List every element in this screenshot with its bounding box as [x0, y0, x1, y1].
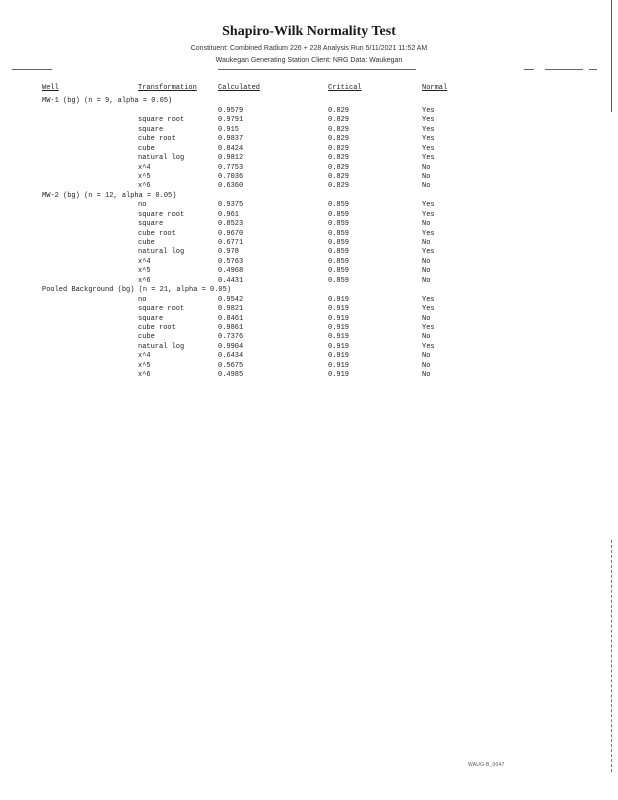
cell-calculated: 0.915	[218, 125, 240, 134]
cell-calculated: 0.7753	[218, 163, 244, 172]
cell-critical: 0.829	[328, 172, 350, 181]
table-row	[42, 315, 462, 324]
cell-transformation: x^4	[138, 352, 151, 361]
cell-critical: 0.919	[328, 305, 350, 314]
table-row	[42, 154, 462, 163]
cell-critical: 0.829	[328, 163, 350, 172]
well-group-text: MW-2 (bg) (n = 12, alpha = 0.05)	[42, 191, 177, 200]
cell-calculated: 0.9904	[218, 342, 244, 351]
cell-calculated: 0.9821	[218, 305, 244, 314]
cell-transformation: x^4	[138, 257, 151, 266]
cell-calculated: 0.4985	[218, 371, 244, 380]
table-row	[42, 107, 462, 116]
cell-normal: No	[422, 267, 431, 276]
cell-transformation: no	[138, 295, 147, 304]
cell-calculated: 0.7036	[218, 172, 244, 181]
cell-transformation: cube	[138, 333, 155, 342]
cell-calculated: 0.6360	[218, 182, 244, 191]
header-rule-left	[12, 69, 52, 70]
cell-critical: 0.919	[328, 342, 350, 351]
table-row	[42, 267, 462, 276]
table-row	[42, 182, 462, 191]
cell-calculated: 0.9579	[218, 106, 244, 115]
cell-normal: Yes	[422, 154, 435, 163]
cell-normal: No	[422, 172, 431, 181]
cell-normal: No	[422, 314, 431, 323]
cell-normal: Yes	[422, 305, 435, 314]
cell-calculated: 0.7376	[218, 333, 244, 342]
cell-transformation: cube root	[138, 135, 176, 144]
cell-critical: 0.859	[328, 239, 350, 247]
table-row	[42, 343, 462, 352]
cell-calculated: 0.8424	[218, 144, 244, 153]
table-row	[42, 220, 462, 229]
well-group-label	[42, 97, 462, 106]
cell-normal: Yes	[422, 210, 435, 219]
cell-normal: No	[422, 361, 431, 370]
cell-normal: Yes	[422, 116, 435, 125]
cell-critical: 0.859	[328, 257, 350, 266]
header-normal: Normal	[422, 84, 448, 92]
cell-normal: Yes	[422, 106, 435, 115]
cell-transformation: cube root	[138, 323, 176, 332]
cell-normal: Yes	[422, 135, 435, 144]
cell-critical: 0.919	[328, 333, 350, 342]
header-critical: Critical	[328, 84, 362, 92]
cell-transformation: x^6	[138, 371, 151, 380]
cell-normal: No	[422, 220, 431, 229]
cell-normal: Yes	[422, 342, 435, 351]
cell-normal: Yes	[422, 125, 435, 134]
table-row	[42, 305, 462, 314]
header-rule-right-3	[589, 69, 597, 70]
cell-calculated: 0.9861	[218, 323, 244, 332]
table-row	[42, 248, 462, 257]
cell-normal: No	[422, 371, 431, 380]
cell-transformation: square root	[138, 116, 185, 125]
cell-critical: 0.829	[328, 116, 350, 125]
well-group-label	[42, 192, 462, 201]
table-row	[42, 173, 462, 182]
cell-normal: No	[422, 333, 431, 342]
cell-calculated: 0.5763	[218, 257, 244, 266]
cell-critical: 0.859	[328, 267, 350, 276]
report-subtitle-site: Waukegan Generating Station Client: NRG Data: Waukegan	[215, 57, 403, 64]
cell-normal: Yes	[422, 323, 435, 332]
cell-transformation: cube	[138, 144, 155, 153]
document-control-number: WAUG-B_0047	[468, 762, 505, 768]
cell-critical: 0.919	[328, 361, 350, 370]
cell-normal: No	[422, 276, 431, 285]
scan-edge-line-top	[611, 0, 612, 112]
cell-transformation: natural log	[138, 154, 185, 163]
cell-calculated: 0.8523	[218, 220, 244, 229]
cell-calculated: 0.9812	[218, 154, 244, 163]
well-group-text: Pooled Background (bg) (n = 21, alpha = 0.05)	[42, 286, 232, 295]
table-row	[42, 201, 462, 210]
cell-normal: Yes	[422, 144, 435, 153]
scan-edge-line-bottom	[611, 540, 612, 772]
cell-critical: 0.919	[328, 314, 350, 323]
cell-transformation: square root	[138, 210, 185, 219]
header-well: Well	[42, 84, 59, 92]
normality-results-table	[42, 84, 462, 381]
report-title: Shapiro-Wilk Normality Test	[222, 24, 396, 39]
cell-transformation: cube	[138, 239, 155, 247]
table-row	[42, 164, 462, 173]
cell-transformation: square root	[138, 305, 185, 314]
cell-critical: 0.859	[328, 276, 350, 285]
cell-transformation: x^5	[138, 361, 151, 370]
table-row	[42, 296, 462, 305]
cell-transformation: natural log	[138, 342, 185, 351]
cell-calculated: 0.9670	[218, 229, 244, 238]
well-group-text: MW-1 (bg) (n = 9, alpha = 0.05)	[42, 97, 173, 106]
cell-critical: 0.829	[328, 182, 350, 191]
cell-normal: No	[422, 239, 431, 247]
cell-calculated: 0.961	[218, 210, 240, 219]
cell-critical: 0.919	[328, 295, 350, 304]
cell-transformation: natural log	[138, 248, 185, 257]
cell-critical: 0.859	[328, 229, 350, 238]
cell-normal: Yes	[422, 201, 435, 210]
cell-critical: 0.829	[328, 106, 350, 115]
header-rule-right-1	[524, 69, 534, 70]
table-row	[42, 135, 462, 144]
table-row	[42, 258, 462, 267]
cell-calculated: 0.9837	[218, 135, 244, 144]
table-row	[42, 145, 462, 154]
header-transformation: Transformation	[138, 84, 197, 92]
table-row	[42, 126, 462, 135]
cell-normal: Yes	[422, 248, 435, 257]
cell-transformation: square	[138, 125, 164, 134]
cell-calculated: 0.9375	[218, 201, 244, 210]
cell-critical: 0.919	[328, 352, 350, 361]
cell-critical: 0.859	[328, 201, 350, 210]
cell-transformation: x^5	[138, 267, 151, 276]
table-row	[42, 362, 462, 371]
cell-calculated: 0.4431	[218, 276, 244, 285]
cell-critical: 0.859	[328, 248, 350, 257]
table-row	[42, 352, 462, 361]
cell-normal: No	[422, 163, 431, 172]
table-row	[42, 230, 462, 239]
cell-transformation: no	[138, 201, 147, 210]
cell-calculated: 0.9542	[218, 295, 244, 304]
cell-critical: 0.829	[328, 125, 350, 134]
cell-critical: 0.829	[328, 144, 350, 153]
cell-critical: 0.919	[328, 323, 350, 332]
cell-normal: No	[422, 352, 431, 361]
header-calculated: Calculated	[218, 84, 261, 92]
cell-transformation: x^6	[138, 182, 151, 191]
well-group-label	[42, 286, 462, 295]
table-row	[42, 211, 462, 220]
cell-normal: No	[422, 257, 431, 266]
cell-critical: 0.919	[328, 371, 350, 380]
cell-critical: 0.859	[328, 210, 350, 219]
cell-calculated: 0.978	[218, 248, 240, 257]
cell-calculated: 0.6434	[218, 352, 244, 361]
table-row	[42, 277, 462, 286]
table-row	[42, 324, 462, 333]
cell-calculated: 0.5675	[218, 361, 244, 370]
cell-normal: Yes	[422, 295, 435, 304]
cell-calculated: 0.4968	[218, 267, 244, 276]
header-rule-right-2	[545, 69, 583, 70]
cell-transformation: x^4	[138, 163, 151, 172]
report-subtitle-constituent: Constituent: Combined Radium 226 + 228 Analysis Run 5/11/2021 11:52 AM	[190, 45, 428, 52]
cell-transformation: x^5	[138, 172, 151, 181]
cell-calculated: 0.8461	[218, 314, 244, 323]
table-row	[42, 239, 462, 248]
cell-critical: 0.829	[328, 154, 350, 163]
table-header-row	[42, 84, 462, 93]
header-rule-center	[218, 69, 416, 70]
cell-transformation: square	[138, 314, 164, 323]
cell-calculated: 0.9791	[218, 116, 244, 125]
cell-normal: Yes	[422, 229, 435, 238]
table-row	[42, 371, 462, 380]
cell-critical: 0.859	[328, 220, 350, 229]
cell-transformation: square	[138, 220, 164, 229]
cell-normal: No	[422, 182, 431, 191]
table-row	[42, 333, 462, 342]
cell-critical: 0.829	[328, 135, 350, 144]
cell-transformation: cube root	[138, 229, 176, 238]
cell-calculated: 0.6771	[218, 239, 244, 247]
table-row	[42, 116, 462, 125]
cell-transformation: x^6	[138, 276, 151, 285]
